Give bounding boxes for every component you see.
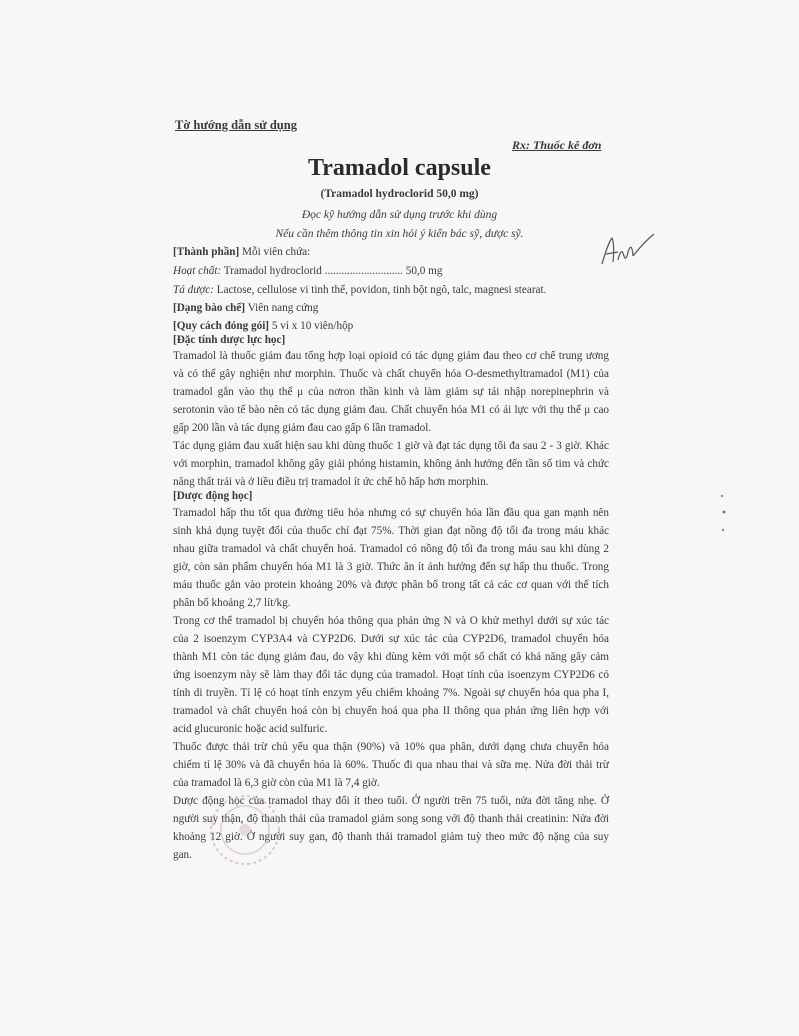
pk-line: nhau giữa tramadol và chất chuyển hoá. Tramadol có nồng độ tối đa trong máu sau khi dùng 2 [173, 543, 609, 555]
ingredients-heading: [Thành phần] [173, 246, 240, 258]
pd-line: Tramadol là thuốc giảm đau tổng hợp loại opioid có tác dụng giảm đau theo cơ chế trung ương [173, 350, 609, 362]
pd-line: tramadol gắn vào thụ thể μ của nơron thần kinh và làm giảm sự tái nhập norepinephrin và [173, 386, 609, 398]
pharmacokinetics-heading: [Dược động học] [173, 490, 253, 502]
pk-line: ứng isoenzym này sẽ làm thay đổi tác dụng của tramadol. Hoạt tính của isoenzym CYP2D6 có [173, 669, 609, 681]
pd-line: năng thất trái và ở liều điều trị tramadol ít ức chế hô hấp hơn morphin. [173, 476, 489, 488]
pd-line: gấp 200 lần và tác dụng giảm đau cao gấp 6 lần tramadol. [173, 422, 432, 434]
pd-line: với morphin, tramadol không gây giải phóng histamin, không ảnh hưởng đến tần số tim và chức [173, 458, 609, 470]
active-value: Tramadol hydroclorid ............................ 50,0 mg [223, 265, 443, 277]
active-ingredient-row [173, 263, 442, 279]
pd-line: Tác dụng giảm đau xuất hiện sau khi dùng thuốc 1 giờ và đạt tác dụng tối đa sau 2 - 3 giờ. Khác [173, 440, 609, 452]
pk-line: sinh khả dụng tuyệt đối của thuốc chỉ đạt 75%. Thời gian đạt nồng độ tối đa trong máu khác [173, 525, 609, 537]
pd-line: và có thể gây nghiện như morphin. Thuốc và chất chuyển hóa O-desmethyltramadol (M1) của [173, 368, 609, 380]
pk-line: giờ, còn sản phẩm chuyển hóa M1 là 3 giờ. Thức ăn ít ảnh hưởng đến sự hấp thu thuốc. Trong [173, 561, 609, 573]
pk-line: tramadol và chất chuyển hoá còn bị chuyển hoá qua pha II thông qua phản ứng liên hợp với [173, 705, 609, 717]
pack-value: 5 vỉ x 10 viên/hộp [271, 320, 354, 332]
pharmacodynamics-heading: [Đặc tính dược lực học] [173, 334, 286, 346]
excipient-label: Tá dược: [173, 284, 214, 296]
composition-subtitle: (Tramadol hydroclorid 50,0 mg) [320, 188, 479, 200]
pk-line: người suy thận, độ thanh thải của tramadol giảm song song với độ thanh thải creatinin: Nửa đời [173, 813, 609, 825]
pk-line: phân bố khoảng 2,7 lít/kg. [173, 597, 291, 609]
pk-line: của tramadol là 6,3 giờ còn của M1 là 7,4 giờ. [173, 777, 380, 789]
stamp-seal [205, 790, 285, 870]
pk-line: Tramadol hấp thu tốt qua đường tiêu hóa nhưng có sự chuyển hóa lần đầu qua gan mạnh nên [173, 507, 609, 519]
form-heading: [Dạng bào chế] [173, 302, 246, 314]
ingredients-row [173, 244, 310, 260]
warning-ask-doctor: Nếu cần thêm thông tin xin hỏi ý kiến bác sỹ, dược sỹ. [275, 228, 524, 240]
pk-line: Thuốc được thải trừ chủ yếu qua thận (90%) và 10% qua phân, dưới dạng chưa chuyển hóa [173, 741, 609, 753]
scan-specks [718, 490, 730, 540]
pd-line: serotonin vào tế bào nên có tác dụng giảm đau. Chất chuyển hóa M1 có ái lực với thụ thể μ cao [173, 404, 609, 416]
active-label: Hoạt chất: [173, 265, 222, 277]
pk-line: thành M1 còn tác dụng giảm đau, do vậy khi dùng kèm với một số chất có khả năng gây cảm [173, 651, 609, 663]
form-value: Viên nang cứng [247, 302, 319, 314]
pk-line: tính di truyền. Tỉ lệ có hoạt tính enzym yếu chiếm khoảng 7%. Ngoài sự chuyển hóa qua pha I, [173, 687, 609, 699]
pk-line: của 2 isoenzym CYP3A4 và CYP2D6. Dưới sự xúc tác của CYP2D6, tramadol chuyển hóa [173, 633, 609, 645]
pk-line: máu thuốc gắn vào protein khoảng 20% và được phân bố trong tất cả các cơ quan với thể tích [173, 579, 609, 591]
pk-line: Trong cơ thể tramadol bị chuyển hóa thông qua phản ứng N và O khử methyl dưới sự xúc tác [173, 615, 609, 627]
excipient-row [173, 282, 546, 298]
pk-line: Dược động học của tramadol thay đổi ít theo tuổi. Ở người trên 75 tuổi, nửa đời tăng nhẹ. Ở [173, 795, 609, 807]
pk-line: khoảng 12 giờ. Ở người suy gan, độ thanh thải tramadol giảm tuỳ theo mức độ nặng của suy [173, 831, 609, 843]
ingredients-intro: Mỗi viên chứa: [242, 246, 311, 258]
dosage-form-row [173, 300, 318, 316]
rx-label: Rx: Thuốc kê đơn [512, 138, 602, 152]
excipient-value: Lactose, cellulose vi tinh thể, povidon, tinh bột ngô, talc, magnesi stearat. [216, 284, 547, 296]
pack-heading: [Quy cách đóng gói] [173, 320, 270, 332]
product-title: Tramadol capsule [308, 155, 491, 181]
pk-line: chiếm tỉ lệ 30% và đã chuyển hóa là 60%. Thuốc đi qua nhau thai và sữa mẹ. Nửa đời thải trừ [173, 759, 609, 771]
warning-read-instructions: Đọc kỹ hướng dẫn sử dụng trước khi dùng [301, 209, 498, 221]
signature-mark [598, 230, 658, 270]
pk-line: acid glucuronic hoặc acid sulfuric. [173, 723, 328, 735]
leaflet-label: Tờ hướng dẫn sử dụng [175, 118, 297, 132]
pk-line: gan. [173, 849, 192, 861]
